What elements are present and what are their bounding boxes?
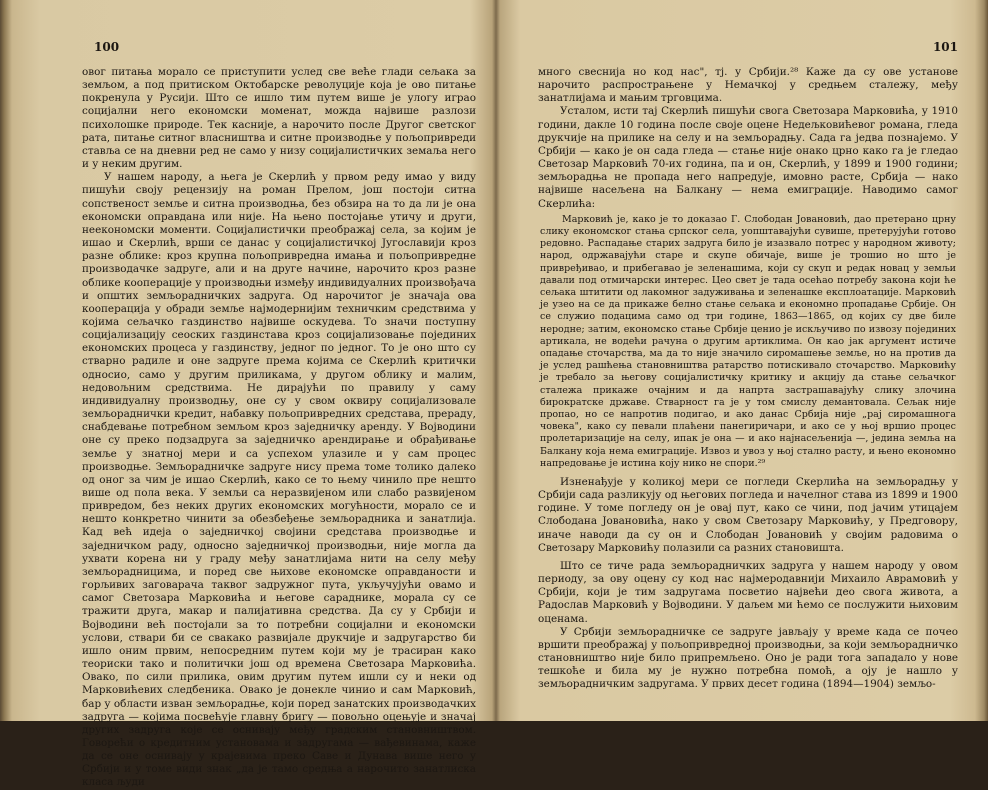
right-page — [494, 0, 988, 721]
paragraph: У Србији земљорадничке се задруге јављају у време када се почео вршити преображај у пољопривредној производњи, за који земљорадничко становништво није било припремљено. Оно је ради тога западало у нове тешкоће и била му је нужно потребна помоћ, а оју је нашло у земљорадничким задругама. У првих десет година (1894—1904) земљо- — [538, 625, 958, 691]
paragraph: много свеснија но код нас", тј. у Србији.²⁸ Каже да су ове установе нарочито распрострањене у Немачкој у средњем сталежу, међу занатлијама и мањим трговцима. — [538, 66, 958, 105]
block-quote: Марковић је, како је то доказао Г. Слободан Јовановић, дао претерано црну слику економског стања српског села, уопштавајући сувише, претерујући готово редовно. Распадање старих задруга било је изазвало потрес у народном животу; народ, одржавајући старе и скупе обичаје, више је трошио но што је привређивао, и прибегавао је зеленашима, који су скуп и редак новац у земљи давали под отмичарски интерес. Цео свет је тада осећао потребу закона који ће сељака штитити од лакомног задуживања и зеленашке експлоатације. Марковић је узео на се да прикаже белно стање сељака и економно пропадање Србије. Он се служио подацима само од три године, 1863—1865, од којих су две биле неродне; затим, економско стање Србије ценио је искључиво по извозу појединих артикала, не водећи рачуна о другим артиклима. Он као јак аргумент истиче опадање сточарства, ма да то није значило сиромашење земље, но на против да је услед рашћења становништва ратарство потискивало сточарство. Марковићу је требало за његову социјалистичку критику и акцију да стање сељачког сталежа прикаже очајним и да напрта застрашавајућу слику злочинa бирократске државе. Стварност га је у том смислу демантовала. Сељак није пропао, но се напротив подигао, и ако данас Србија није „рај сиромашнога човека", како су певали плаћени панегиричари, и ако се у њој вршио процес пролетаризације на селу, ипак је она — и ако најнасељенија —, једина земља на Балкану која нема емиграције. Извоз и увоз у њој стално расту, и њено економно напредовање је истина коју нико не спори.²⁹ — [540, 213, 956, 469]
page-number-right: 101 — [932, 40, 958, 54]
paragraph: Усталом, исти тај Скерлић пишући свога Светозара Марковића, у 1910 години, дакле 10 година после своје оцене Недељковићевог романа, гледа друкчије на прилике на селу и на земљорадњу. Сада га једва познајемо. У Србији — како је он сада гледа — стање није онако црно како га је гледао Светозар Марковић 70-их година, па и он, Скерлић, у 1899 и 1900 години; земљорадња не пропада него напредује, имовно расте, Србија — нако највише насељена на Балкану — нема емиграције. Наводимо самог Скерлића: — [538, 105, 958, 210]
paragraph: Изненађује у коликој мери се погледи Скерлића на земљорадњу у Србији сада разликују од његових погледа и начелног става из 1899 и 1900 године. У томе погледу он је овај пут, како се чини, под јачим утицајем Слободана Јовановића, нако у свом Светозару Марковићу, у Предговору, иначе наводи да су он и Слободан Јовановић у својим радовима о Светозару Марковићу полазили са разних становишта. — [538, 475, 958, 554]
paragraph: Што се тиче рада земљорадничких задруга у нашем народу у овом периоду, за ову оцену су код нас најмеродавнији Михаило Аврамовић у Србији, који је тим задругама посветио највећи део свога живота, а Радослав Марковић у Војводини. У даљем ми ћемо се послужити њиховим оценама. — [538, 559, 958, 625]
paragraph: овог питања морало се приступити услед све веће глади сељака за земљом, а под притиском Октобарске револуције која је ово питање покренула у Русији. Што се ишло тим путем више је улогу играо социјални него економски моменат, можда највише разлози психолошке природе. Тек касније, а нарочито после Другог светског рата, питање ситног власништва и ситне производње у пољопривреди ставља се на дневни ред не само у низу социјалистичких земаља него и у неким другим. — [82, 66, 476, 171]
paragraph: У нашем народу, а њега је Скерлић у првом реду имао у виду пишући своју рецензију на роман Прелом, још постоји ситна сопственост земље и ситна производња, без обзира на то да ли је она економски оправдана или није. На њено постојање утичу и други, неекономски моменти. Социјалистички преображај села, за којим је ишао и Скерлић, врши се данас у социјалистичкој Југославији кроз разне облике: кроз крупна пољопривредна имања и пољопривредне производачке задруге, али и на друге начине, нарочито кроз разне облике кооперације у производњи између индивидуалних произвођача и општих земљорадничких задруга. Од нарочитог је значаја ова кооперација у обради земље најмодернијим техничким средствима у којима сељачко газдинство највише оскудева. То значи поступну социјализацију сеоских газдинстава кроз социјализовање појединих економских процеса у газдинству, једног по једног. То је оно што су стварно радиле и оне задруге према којима се Скерлић критички односио, само у другим приликама, у другом облику и малим, недовољним средствима. Не дирајући по правилу у саму индивидуалну производњу, оне су у свом оквиру социјализовале земљораднички кредит, набавку пољопривредних средстава, прераду, снабдевање потребном земљом кроз заједничку аренду. У Војводини оне су преко подзадруга за заједничко арендирање и обрађивање земље у знатној мери и са успехом улазиле и у сам процес производње. Земљорадничке задруге нису према томе толико далеко од оног за чим је ишао Скерлић, како се то њему чинило пре нешто више од пола века. У земљи са неразвијеном или слабо развијеном привредом, без неких других економских могућности, морало се и нешто конкретно чинити за обезбеђење земљорадника и занатлија. Кад већ идеја о заједничкој својини средстава производње и заједничком раду, односно заједничкој производњи, није могла да ухвати корена ни у граду међу занатлијама нити на селу међу земљорадницима, и поред све њихове економске оправданости и горљивих заговарача таквог задружног пута, укључујући овамо и самог Светозара Марковића и његове сараднике, морала су се тражити друга, макар и палијативна средства. Да су у Србији и Војводини већ постојали за то потребни социјални и економски услови, ствари би се свакако развијале друкчије и задругарство би ишло оним првим, непосредним путем који му је трасиран како теориски тако и политички још од времена Светозара Марковића. Овако, по сили прилика, овим другим путем ишли су и неки од Марковићевих следбеника. Овако је донекле чинио и сам Марковић, бар у области изван земљорадње, који поред занатских производачких задруга — којима посвећује главну бригу — повољно оцењује и значај других задруга које се оснивају међу градским становништвом. Говорећи о кредитним установама и задругама — вађевинама, каже да се оне оснивају у крајевима преко Саве и Дунава више него у Србији и у томе види знак „да је тамо средња а нарочито занатлиска класа људи — [82, 171, 476, 789]
page-number-left: 100 — [94, 40, 120, 54]
left-page — [0, 0, 494, 789]
